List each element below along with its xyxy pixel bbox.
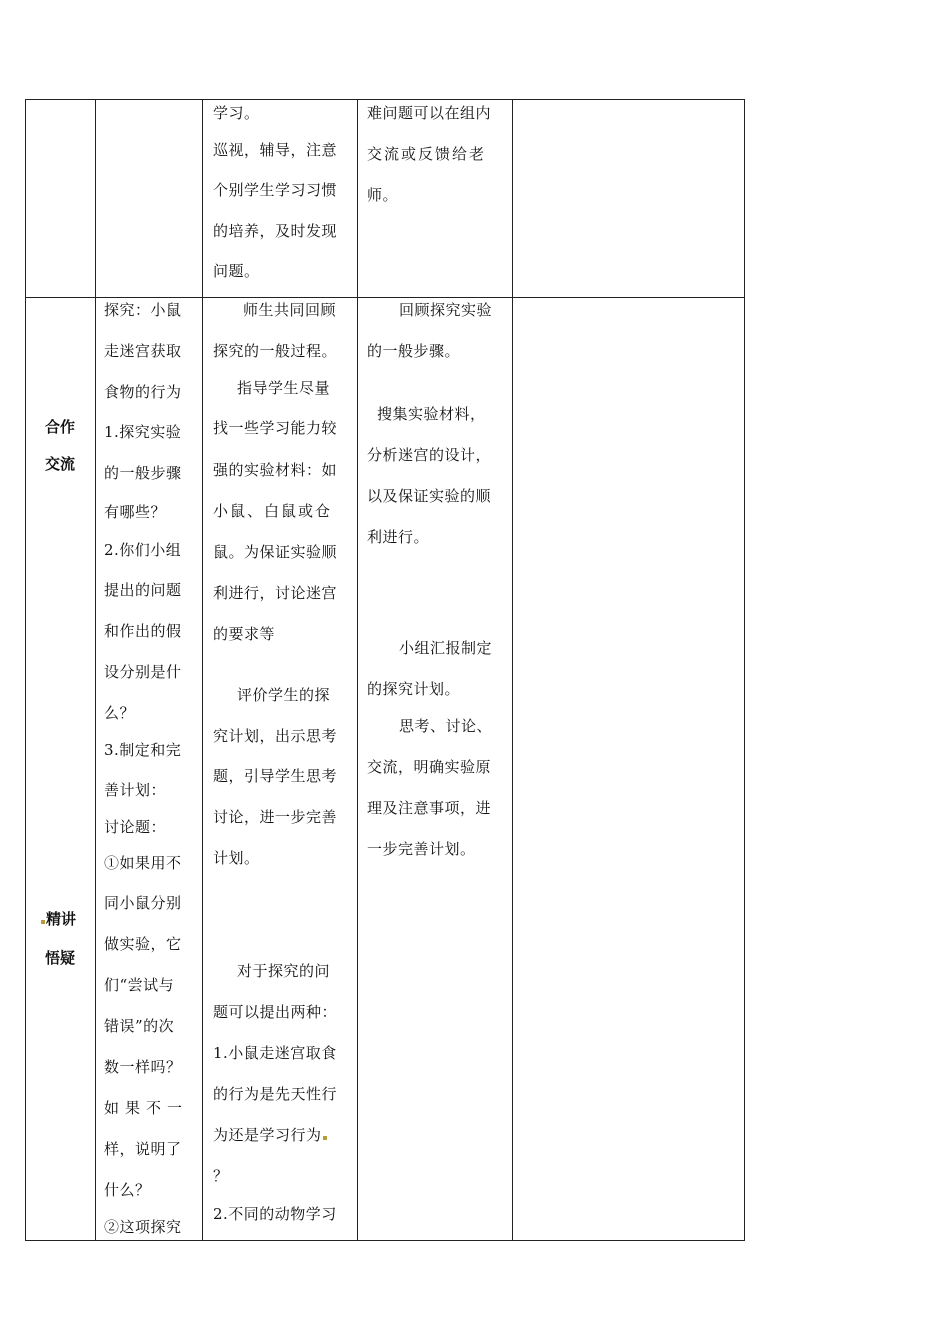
table-cell-top-content [95,99,203,298]
text-line: 探究：小鼠 [104,301,182,319]
text-line: 鼠。为保证实验顺 [213,543,338,561]
text-line: 小鼠、白鼠或仓 [213,502,333,520]
text-line: 指导学生尽量 [237,379,331,397]
text-line: 1.探究实验 [104,423,182,441]
text-line: 2.你们小组 [104,541,182,559]
text-line: 的一般步骤。 [367,342,461,360]
stage-label: 精讲 [40,909,76,929]
edit-mark-icon [41,920,45,924]
text-line: ②这项探究 [104,1218,182,1236]
text-line: 么？ [104,704,136,722]
text-line: 的行为是先天性行 [213,1085,338,1103]
text-line: 讨论题： [104,818,167,836]
text-line: 理及注意事项，进 [367,799,492,817]
text-line: 师。 [367,186,399,204]
text-line: 利进行，讨论迷宫 [213,584,338,602]
text-line: 个别学生学习习惯 [213,181,338,199]
text-line: 搜集实验材料， [377,405,486,423]
stage-label: 悟疑 [45,949,76,967]
text-line: ①如果用不 [104,854,182,872]
text-line: 有哪些？ [104,503,167,521]
text-line: 错误”的次 [104,1017,175,1035]
text-line: 2.不同的动物学习 [213,1205,337,1223]
stage-label: 交流 [45,455,76,473]
text-line: 的一般步骤 [104,464,182,482]
text-line: 设分别是什 [104,663,182,681]
text-line: 计划。 [213,849,260,867]
text-line: 食物的行为 [104,383,182,401]
text-line: 一步完善计划。 [367,840,476,858]
text-line: 强的实验材料：如 [213,461,338,479]
text-line: 以及保证实验的顺 [367,487,492,505]
table-cell-top-stage [25,99,96,298]
text-line: 1.小鼠走迷宫取食 [213,1044,337,1062]
text-line: 的探究计划。 [367,680,461,698]
text-line: 师生共同回顾 [243,301,337,319]
text-line: 做实验，它 [104,935,182,953]
edit-mark-icon [323,1136,327,1140]
text-line: 探究的一般过程。 [213,342,338,360]
text-line: 问题。 [213,262,260,280]
text-line: 提出的问题 [104,581,182,599]
text-line: 小组汇报制定 [399,639,493,657]
text-line: 难问题可以在组内 [367,104,492,122]
text-line: 交流或反馈给老 [367,145,487,163]
text-line: ？ [213,1167,229,1185]
text-line: 分析迷宫的设计， [367,446,492,464]
text-line: 什么？ [104,1181,151,1199]
text-line: 和作出的假 [104,622,182,640]
text-line: 找一些学习能力较 [213,419,338,437]
text-line: 为还是学习行为 [213,1125,328,1145]
text-line: 走迷宫获取 [104,342,182,360]
table-cell-top-notes [512,99,745,298]
text-line: 善计划： [104,781,167,799]
table-cell-main-notes [512,297,745,1241]
text-line: 同小鼠分别 [104,894,182,912]
stage-label: 合作 [45,418,76,436]
text-line: 如果不一 [104,1099,189,1117]
text-line: 学习。 [213,104,260,122]
text-line: 利进行。 [367,528,430,546]
text-line: 题可以提出两种： [213,1003,338,1021]
text-line: 交流，明确实验原 [367,758,492,776]
text-line: 样，说明了 [104,1140,182,1158]
text-line: 巡视，辅导，注意 [213,141,338,159]
table-cell-main-stage [25,297,96,1241]
text-line: 对于探究的问 [237,962,331,980]
text-line: 思考、讨论、 [399,717,493,735]
text-line: 的培养，及时发现 [213,222,338,240]
text-line: 评价学生的探 [237,686,331,704]
text-line: 讨论，进一步完善 [213,808,338,826]
text-line: 回顾探究实验 [399,301,493,319]
text-line: 数一样吗？ [104,1058,182,1076]
text-line: 究计划，出示思考 [213,727,338,745]
text-line: 的要求等 [213,625,276,643]
text-line: 3.制定和完 [104,741,182,759]
text-line: 题，引导学生思考 [213,767,338,785]
text-line: 们“尝试与 [104,976,175,994]
